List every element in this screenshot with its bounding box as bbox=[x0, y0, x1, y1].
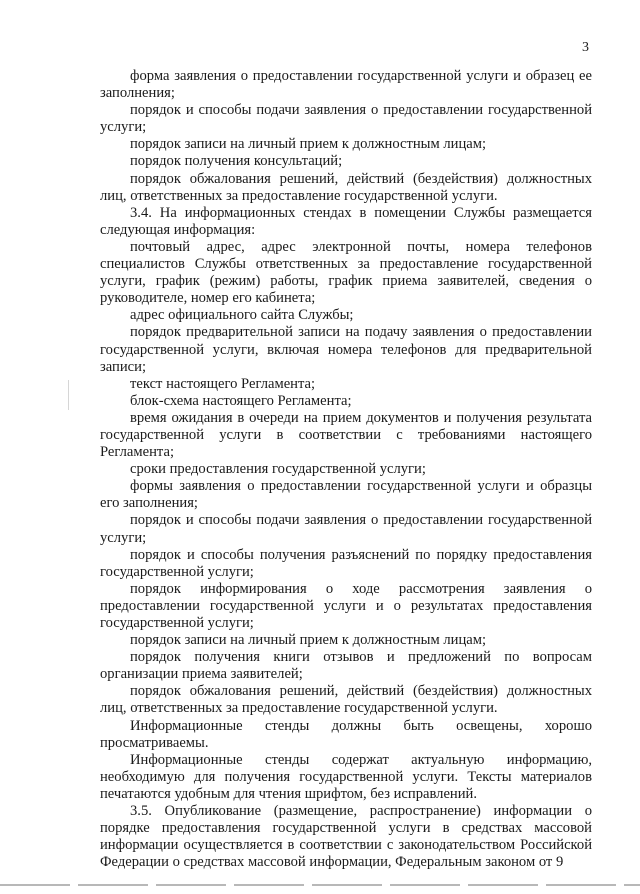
paragraph: порядок обжалования решений, действий (бездействия) должностных лиц, ответственных за предоставление государственной услуги. bbox=[100, 170, 592, 204]
paragraph: текст настоящего Регламента; bbox=[130, 375, 316, 392]
paragraph: время ожидания в очереди на прием документов и получения результата государственной услуги в соответствии с требованиями настоящего Регламента; bbox=[100, 409, 592, 461]
paragraph: порядок записи на личный прием к должностным лицам; bbox=[130, 136, 487, 153]
paragraph: порядок обжалования решений, действий (бездействия) должностных лиц, ответственных за предоставление государственной услуги. bbox=[100, 683, 592, 717]
section-3-4-heading: 3.4. На информационных стендах в помещении Службы размещается следующая информация: bbox=[100, 204, 592, 238]
paragraph: Информационные стенды должны быть освещены, хорошо просматриваемы. bbox=[100, 717, 592, 751]
paragraph: порядок и способы подачи заявления о предоставлении государственной услуги; bbox=[100, 102, 592, 136]
paragraph: формы заявления о предоставлении государственной услуги и образцы его заполнения; bbox=[100, 478, 592, 512]
paragraph: порядок получения консультаций; bbox=[130, 153, 343, 170]
document-body bbox=[100, 68, 592, 871]
paragraph: адрес официального сайта Службы; bbox=[130, 307, 354, 324]
margin-mark bbox=[68, 380, 69, 410]
paragraph: порядок и способы получения разъяснений по порядку предоставления государственной услуги; bbox=[100, 546, 592, 580]
paragraph: блок-схема настоящего Регламента; bbox=[130, 392, 352, 409]
paragraph: сроки предоставления государственной услуги; bbox=[130, 461, 426, 478]
footer-rule bbox=[0, 884, 640, 886]
paragraph: форма заявления о предоставлении государственной услуги и образец ее заполнения; bbox=[100, 68, 592, 102]
page-number: 3 bbox=[582, 40, 589, 55]
section-3-5-paragraph: 3.5. Опубликование (размещение, распространение) информации о порядке предоставления государственной услуги в средствах массовой информации осуществляется в соответствии с законодательством Российской Федерации о средствах массовой информации, Федеральным законом от 9 bbox=[100, 803, 592, 871]
paragraph: порядок и способы подачи заявления о предоставлении государственной услуги; bbox=[100, 512, 592, 546]
paragraph: порядок получения книги отзывов и предложений по вопросам организации приема заявителей; bbox=[100, 649, 592, 683]
paragraph: порядок предварительной записи на подачу заявления о предоставлении государственной услуги, включая номера телефонов для предварительной записи; bbox=[100, 324, 592, 375]
paragraph: почтовый адрес, адрес электронной почты, номера телефонов специалистов Службы ответственных за предоставление государственной услуги, график (режим) работы, график приема заявителей, сведения о руководителе, номер его кабинета; bbox=[100, 238, 592, 307]
paragraph: порядок информирования о ходе рассмотрения заявления о предоставлении государственной услуги и о результатах предоставления государственной услуги; bbox=[100, 580, 592, 631]
paragraph: порядок записи на личный прием к должностным лицам; bbox=[130, 632, 487, 649]
paragraph: Информационные стенды содержат актуальную информацию, необходимую для получения государственной услуги. Тексты материалов печатаются удобным для чтения шрифтом, без исправлений. bbox=[100, 751, 592, 802]
